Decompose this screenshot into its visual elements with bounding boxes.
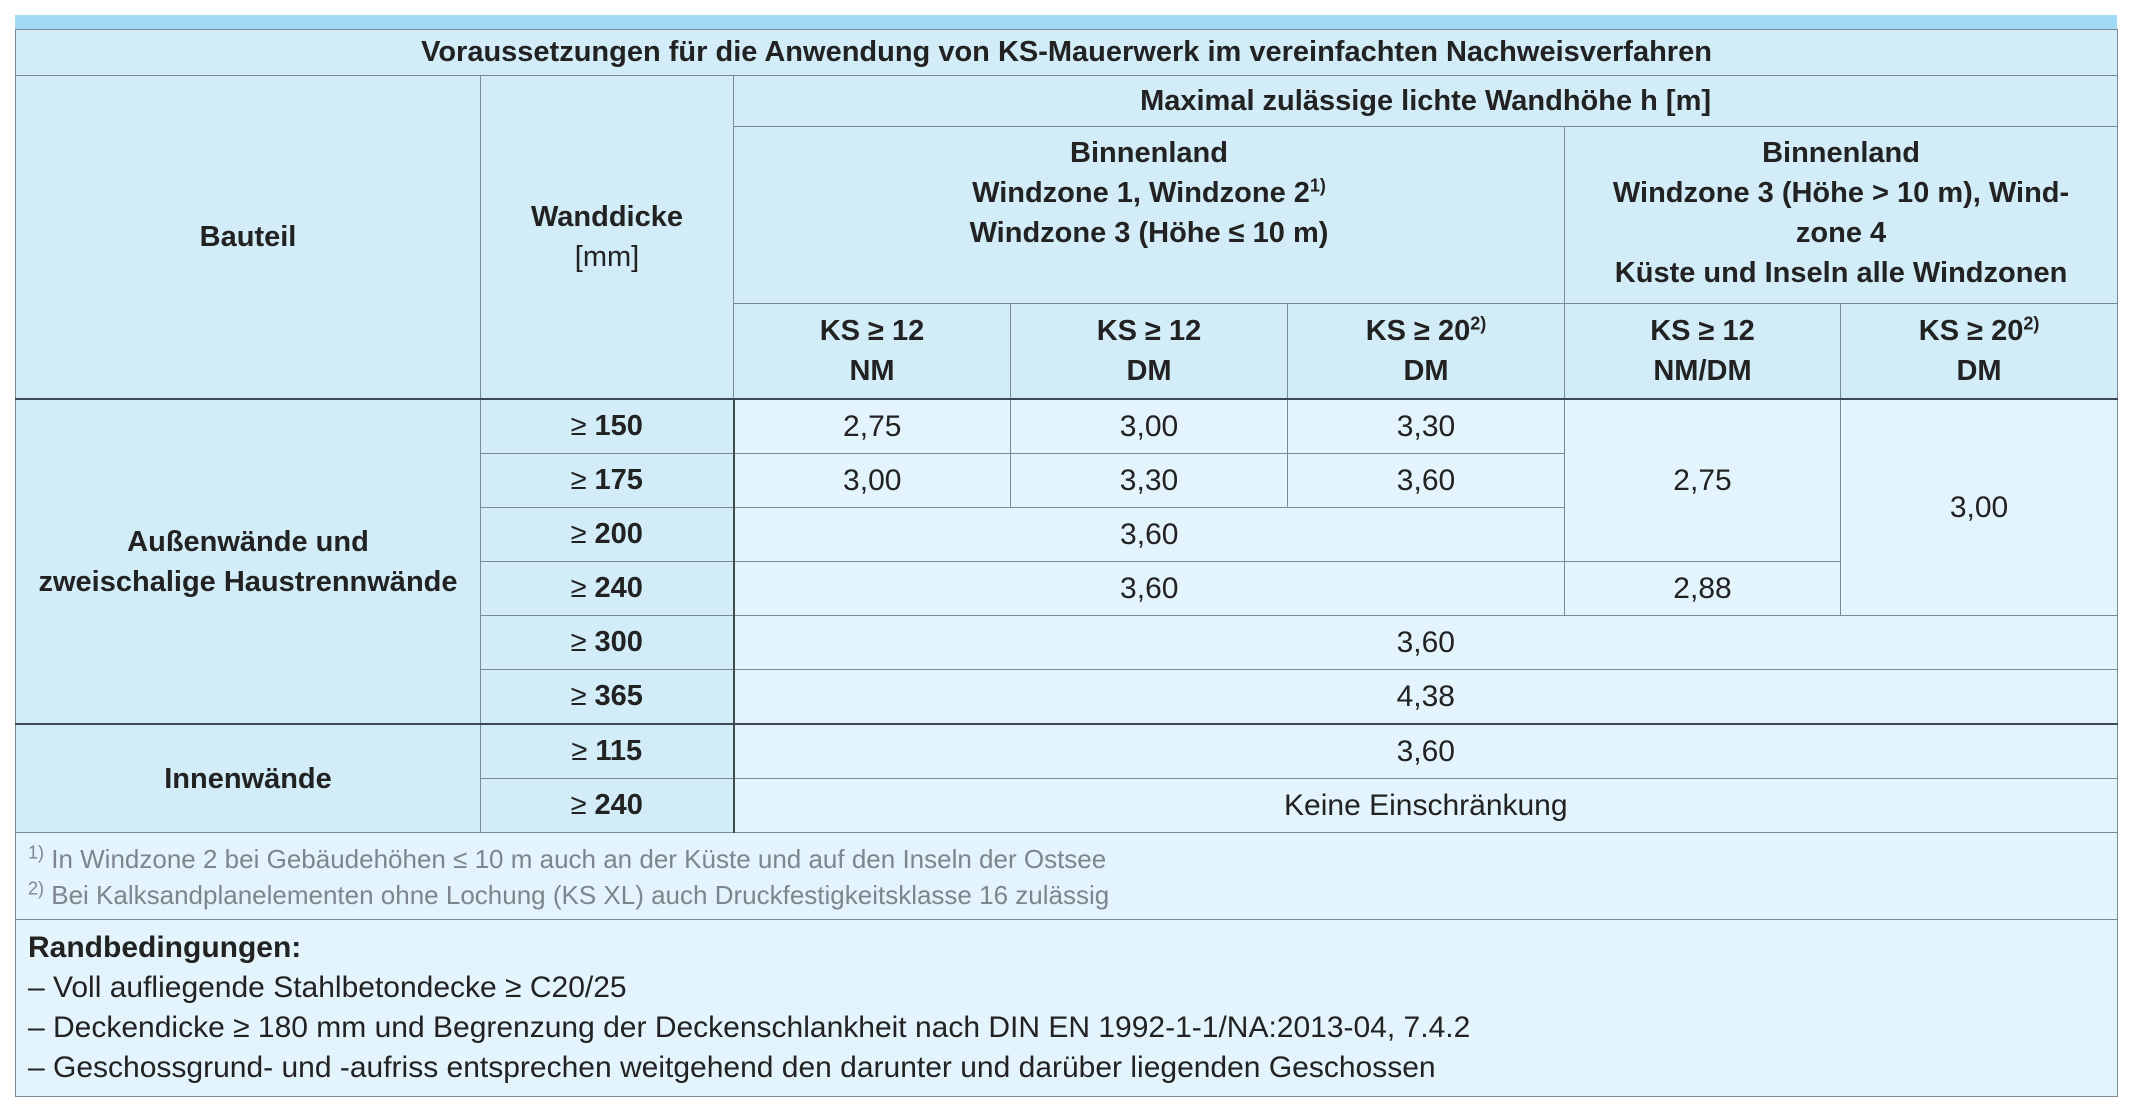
value-cell-merged: 3,60 (734, 616, 2118, 670)
footnote-1-text: In Windzone 2 bei Gebäudehöhen ≤ 10 m auch an der Küste und auf den Inseln der Ostsee (44, 844, 1107, 874)
footnote-1-marker: 1) (28, 842, 45, 863)
footnote-2 (28, 877, 2105, 913)
header-wanddicke-label: Wanddicke (530, 201, 683, 233)
table-row (16, 399, 2118, 454)
value-cell-col5-merged: 3,00 (1841, 399, 2118, 616)
subheader-3-mortar: DM (1403, 355, 1449, 387)
subheader-5-ref: 2) (2023, 313, 2040, 334)
value-cell-merged: 3,60 (734, 508, 1565, 562)
ge-symbol: ≥ (570, 464, 587, 496)
table-row (16, 724, 2118, 779)
header-bauteil: Bauteil (16, 76, 481, 400)
boundary-conditions (16, 920, 2118, 1097)
value-cell: 2,75 (734, 399, 1011, 454)
group1-footnote-ref: 1) (1309, 175, 1326, 196)
thickness-value: 300 (594, 626, 643, 658)
condition-item: – Geschossgrund- und -aufriss entsprechen weitgehend den darunter und darüber liegenden Geschossen (28, 1051, 1436, 1084)
ge-symbol: ≥ (570, 626, 587, 658)
ge-symbol: ≥ (570, 680, 587, 712)
subheader-col-5 (1841, 304, 2118, 400)
value-cell-merged: Keine Einschränkung (734, 779, 2118, 833)
value-cell-col4-merged: 2,75 (1565, 399, 1841, 562)
subheader-3-ref: 2) (1470, 313, 1487, 334)
thickness-value: 200 (594, 518, 643, 550)
thickness-cell (481, 454, 734, 508)
header-group-2 (1565, 127, 2118, 304)
bauteil-outer-walls (16, 399, 481, 724)
value-cell-merged: 3,60 (734, 724, 2118, 779)
value-cell: 3,00 (1011, 399, 1288, 454)
value-cell-merged: 3,60 (734, 562, 1565, 616)
group1-line3: Windzone 3 (Höhe ≤ 10 m) (969, 217, 1329, 249)
top-accent-bar (15, 15, 2117, 29)
conditions-heading: Randbedingungen: (28, 931, 302, 964)
group2-line2: Windzone 3 (Höhe > 10 m), Wind- (1612, 177, 2070, 209)
subheader-2-grade: KS ≥ 12 (1096, 315, 1202, 347)
ge-symbol: ≥ (571, 735, 588, 767)
group2-line3: zone 4 (1795, 217, 1887, 249)
header-wanddicke-unit: [mm] (574, 241, 640, 273)
thickness-cell (481, 779, 734, 833)
value-cell: 3,30 (1011, 454, 1288, 508)
subheader-3-grade: KS ≥ 20 (1365, 315, 1471, 347)
thickness-cell (481, 670, 734, 725)
subheader-5-grade: KS ≥ 20 (1918, 315, 2024, 347)
group1-line2: Windzone 1, Windzone 2 (972, 177, 1310, 209)
group2-line4: Küste und Inseln alle Windzonen (1614, 257, 2068, 289)
subheader-1-mortar: NM (849, 355, 895, 387)
thickness-value: 150 (594, 410, 643, 442)
value-cell: 3,60 (1288, 454, 1565, 508)
thickness-cell (481, 562, 734, 616)
ge-symbol: ≥ (570, 572, 587, 604)
subheader-col-1 (734, 304, 1011, 400)
subheader-1-grade: KS ≥ 12 (819, 315, 925, 347)
outer-label-line2: zweischalige Haustrennwände (38, 565, 458, 598)
thickness-value: 240 (594, 572, 643, 604)
bauteil-inner-walls: Innenwände (16, 724, 481, 833)
condition-item: – Voll aufliegende Stahlbetondecke ≥ C20/25 (28, 971, 627, 1004)
value-cell: 2,88 (1565, 562, 1841, 616)
header-group-1 (734, 127, 1565, 304)
thickness-value: 115 (595, 735, 643, 767)
subheader-4-mortar: NM/DM (1653, 355, 1752, 387)
footnote-2-marker: 2) (28, 878, 45, 899)
thickness-cell (481, 724, 734, 779)
subheader-5-mortar: DM (1956, 355, 2002, 387)
thickness-value: 240 (594, 789, 643, 821)
header-wanddicke (481, 76, 734, 400)
value-cell-merged: 4,38 (734, 670, 2118, 725)
footnotes (16, 833, 2118, 920)
document-table-container (15, 15, 2117, 1097)
thickness-cell (481, 399, 734, 454)
thickness-value: 365 (594, 680, 643, 712)
ge-symbol: ≥ (570, 518, 587, 550)
group1-line1: Binnenland (1070, 137, 1228, 169)
group2-line1: Binnenland (1762, 137, 1920, 169)
outer-label-line1: Außenwände und (127, 525, 369, 558)
value-cell: 3,30 (1288, 399, 1565, 454)
subheader-2-mortar: DM (1126, 355, 1172, 387)
requirements-table (15, 29, 2118, 1097)
value-cell: 3,00 (734, 454, 1011, 508)
table-title: Voraussetzungen für die Anwendung von KS-Mauerwerk im vereinfachten Nachweisverfahren (16, 30, 2118, 76)
subheader-col-2 (1011, 304, 1288, 400)
condition-item: – Deckendicke ≥ 180 mm und Begrenzung der Deckenschlankheit nach DIN EN 1992-1-1/NA:2013-04, 7.4.2 (28, 1011, 1471, 1044)
subheader-4-grade: KS ≥ 12 (1650, 315, 1755, 347)
header-max-height: Maximal zulässige lichte Wandhöhe h [m] (734, 76, 2118, 127)
thickness-cell (481, 508, 734, 562)
ge-symbol: ≥ (570, 789, 587, 821)
thickness-value: 175 (594, 464, 643, 496)
subheader-col-3 (1288, 304, 1565, 400)
footnote-2-text: Bei Kalksandplanelementen ohne Lochung (KS XL) auch Druckfestigkeitsklasse 16 zulässig (44, 880, 1110, 910)
ge-symbol: ≥ (570, 410, 587, 442)
footnote-1 (28, 841, 2105, 877)
thickness-cell (481, 616, 734, 670)
subheader-col-4 (1565, 304, 1841, 400)
